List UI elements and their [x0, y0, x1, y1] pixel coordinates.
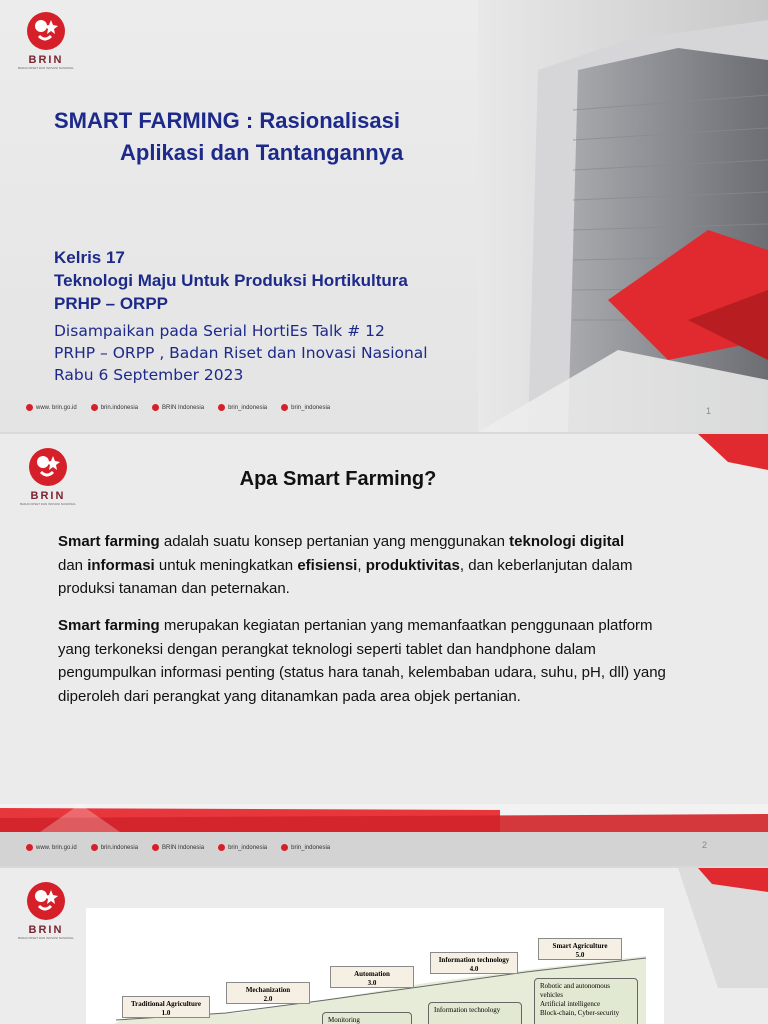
group-info: [54, 246, 484, 315]
globe-icon: [26, 404, 33, 411]
title-line-2: Aplikasi dan Tantangannya: [120, 140, 404, 165]
twitter-icon: [281, 404, 288, 411]
slide-3: [0, 868, 768, 1024]
brin-logo: [16, 880, 76, 940]
social-link-web[interactable]: www. brin.go.id: [26, 404, 77, 411]
instagram-icon: [218, 844, 225, 851]
red-corner-shape: [688, 434, 768, 474]
page-number: 1: [706, 406, 712, 416]
social-link-instagram[interactable]: brin_indonesia: [218, 404, 267, 411]
page-number: 2: [702, 840, 708, 850]
social-link-youtube[interactable]: BRIN Indonesia: [152, 404, 204, 411]
presented-line-2: PRHP – ORPP , Badan Riset dan Inovasi Nasional: [54, 344, 428, 362]
social-link-web[interactable]: www. brin.go.id: [26, 844, 77, 851]
brin-logo-mark-icon: [25, 880, 67, 922]
footer-band: [0, 804, 768, 832]
social-links: [26, 404, 330, 411]
stage-box-1: Traditional Agriculture 1.0: [122, 996, 210, 1018]
title-line-1: SMART FARMING : Rasionalisasi: [54, 108, 400, 133]
brin-logo-word: BRIN: [28, 54, 64, 66]
presented-line-1: Disampaikan pada Serial HortiEs Talk # 12: [54, 322, 385, 340]
social-links: [26, 844, 330, 851]
red-corner-shape: [678, 868, 768, 988]
presented-line-3: Rabu 6 September 2023: [54, 366, 244, 384]
group-line-1: Kelris 17: [54, 248, 125, 267]
youtube-icon: [152, 844, 159, 851]
slide-title: Apa Smart Farming?: [239, 468, 437, 490]
group-line-3: PRHP – ORPP: [54, 294, 169, 313]
monitoring-box: Monitoring: [322, 1012, 412, 1024]
instagram-icon: [218, 404, 225, 411]
brin-logo-word: BRIN: [28, 924, 64, 936]
brin-logo-sub: BADAN RISET DAN INOVASI NASIONAL: [20, 502, 76, 506]
slide-1: [0, 0, 768, 432]
stage-box-4: Information technology 4.0: [430, 952, 518, 974]
paragraph-1: Smart farming adalah suatu konsep pertanian yang menggunakan teknologi digital dan informasi untuk meningkatkan efisiensi, produktivitas, dan keberlanjutan dalam produksi tanaman dan peternakan.: [58, 533, 633, 597]
page-title: [54, 105, 474, 169]
youtube-icon: [152, 404, 159, 411]
stage-box-3: Automation 3.0: [330, 966, 414, 988]
brin-logo-word: BRIN: [30, 490, 66, 502]
globe-icon: [26, 844, 33, 851]
brin-logo-sub: BADAN RISET DAN INOVASI NASIONAL: [18, 66, 74, 70]
group-line-2: Teknologi Maju Untuk Produksi Hortikultura: [54, 271, 408, 290]
twitter-icon: [281, 844, 288, 851]
social-link-facebook[interactable]: brin.indonesia: [91, 404, 138, 411]
social-link-facebook[interactable]: brin.indonesia: [91, 844, 138, 851]
building-image: [478, 0, 768, 432]
information-box: Information technology: [428, 1002, 522, 1024]
paragraph-2: Smart farming merupakan kegiatan pertanian yang memanfaatkan penggunaan platform yang terkoneksi dengan perangkat teknologi seperti tablet dan handphone dalam pengumpulkan informasi penting (status hara tanah, kelembaban udara, suhu, pH, dll) yang diperoleh dari perangkat yang ditanamkan pada area objek pertanian.: [58, 617, 666, 705]
social-link-youtube[interactable]: BRIN Indonesia: [152, 844, 204, 851]
brin-logo-sub: BADAN RISET DAN INOVASI NASIONAL: [18, 936, 74, 940]
stage-box-5: Smart Agriculture 5.0: [538, 938, 622, 960]
stage-box-2: Mechanization 2.0: [226, 982, 310, 1004]
brin-logo-mark-icon: [25, 10, 67, 52]
social-link-twitter[interactable]: brin_indonesia: [281, 404, 330, 411]
presented-info: [54, 320, 484, 386]
agriculture-evolution-diagram: [86, 908, 664, 1024]
slide-2: [0, 434, 768, 866]
facebook-icon: [91, 404, 98, 411]
social-link-twitter[interactable]: brin_indonesia: [281, 844, 330, 851]
social-link-instagram[interactable]: brin_indonesia: [218, 844, 267, 851]
brin-logo: [16, 10, 76, 70]
smart-agriculture-box: Robotic and autonomous vehicles Artificial intelligence Block-chain, Cyber-security: [534, 978, 638, 1024]
facebook-icon: [91, 844, 98, 851]
